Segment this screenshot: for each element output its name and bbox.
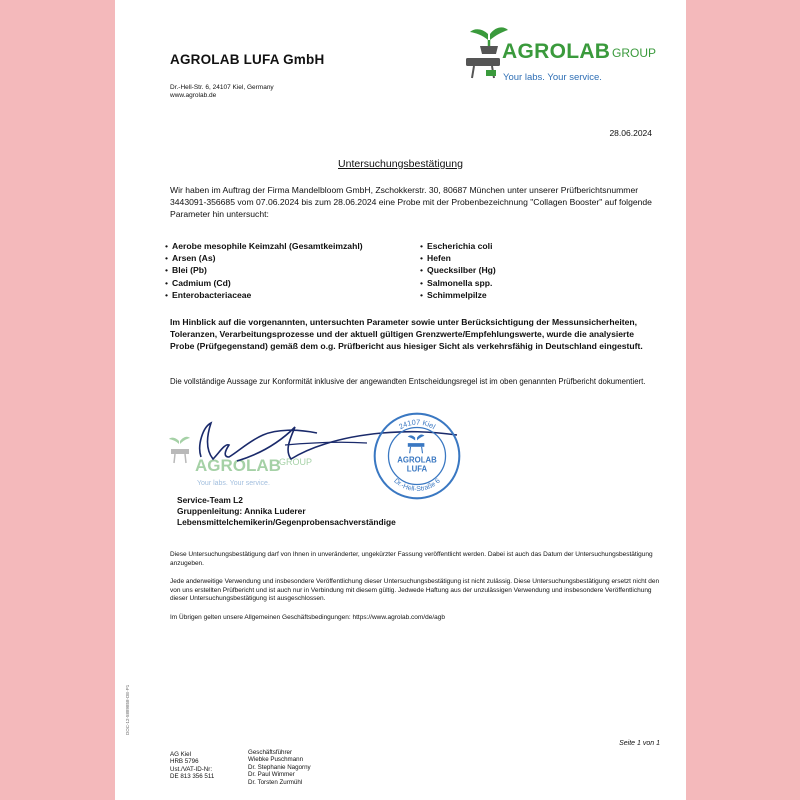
document-page [115, 0, 686, 800]
footer-line: Dr. Stephanie Nagorny [248, 763, 311, 771]
footer-line: Dr. Paul Wimmer [248, 771, 295, 779]
footer-line: Dr. Torsten Zurmühl [248, 778, 303, 786]
company-name: AGROLAB LUFA GmbH [170, 52, 325, 67]
address-line: Dr.-Hell-Str. 6, 24107 Kiel, Germany [170, 84, 274, 91]
team-name: Service-Team L2 [177, 495, 243, 505]
watermark-word: AGROLAB [195, 456, 281, 475]
footer-line: AG Kiel [170, 751, 191, 758]
parameter-item: • Salmonella spp. [420, 277, 496, 289]
logo-wordmark: AGROLAB [502, 40, 611, 63]
team-lead: Gruppenleitung: Annika Luderer [177, 505, 306, 516]
logo-group-label: GROUP [612, 46, 657, 60]
parameter-item: • Quecksilber (Hg) [420, 264, 496, 276]
watermark-group: GROUP [279, 457, 313, 467]
intro-paragraph: Wir haben im Auftrag der Firma Mandelbloom GmbH, Zschokkerstr. 30, 80687 München unter unserer Prüfberichtsnummer 3443091-356685 vom 07.06.2024 bis zum 28.06.2024 eine Probe mit der Probenbezeichnung "Collagen Booster" auf folgende Parameter hin untersucht: [170, 185, 652, 219]
stamp-logo-icon [408, 435, 425, 454]
publication-note: Diese Untersuchungsbestätigung darf von Ihnen in unveränderter, ungekürzter Fassung veröffentlicht werden. Dabei ist auch das Datum der Untersuchungsbestätigung anzugeben. [170, 551, 653, 567]
svg-text:Dr.-Hell-Straße 6 [392, 478, 442, 494]
parameter-list-right [420, 240, 496, 301]
page-number: Seite 1 von 1 [619, 740, 660, 747]
parameter-item: • Hefen [420, 252, 496, 264]
company-address [170, 84, 274, 100]
document-title: Untersuchungsbestätigung [338, 158, 463, 170]
logo-tagline: Your labs. Your service. [503, 72, 602, 83]
website-line: www.agrolab.de [170, 92, 217, 99]
svg-text:24107 Kiel [397, 418, 437, 432]
company-stamp [371, 410, 463, 502]
footer-line: Wiebke Puschmann [248, 756, 304, 764]
footer-line: Ust./VAT-ID-Nr: [170, 765, 213, 773]
stamp-bottom-text: Dr.-Hell-Straße 6 [392, 477, 442, 494]
parameter-item: • Arsen (As) [165, 252, 363, 264]
parameter-item: • Blei (Pb) [165, 264, 363, 276]
stamp-top-text: 24107 Kiel [397, 417, 438, 432]
team-role: Lebensmittelchemikerin/Gegenprobensachverständige [177, 516, 396, 527]
parameter-item: • Schimmelpilze [420, 289, 496, 301]
document-code: DOC-12-5889858-DE-P1 [125, 684, 130, 735]
parameter-item: • Escherichia coli [420, 240, 496, 252]
parameter-list-left [165, 240, 363, 301]
conformity-paragraph: Die vollständige Aussage zur Konformität inklusive der angewandten Entscheidungsregel ist im oben genannten Prüfbericht dokumentiert. [170, 377, 646, 386]
footer-managers [248, 749, 311, 786]
assessment-paragraph: Im Hinblick auf die vorgenannten, untersuchten Parameter sowie unter Berücksichtigung der Messunsicherheiten, Toleranzen, Verarbeitungsprozesse und der aktuell gültigen Grenzwerte/Empfehlungswerte, wurde die analysierte Probe (Prüfgegenstand) gemäß dem o.g. Prüfbericht aus hiesiger Sicht als verkehrsfähig in Deutschland eingestuft. [170, 317, 643, 352]
stamp-line-2: LUFA [406, 464, 428, 474]
footer-line: HRB 5796 [170, 758, 199, 766]
footer-line: Geschäftsführer [248, 749, 293, 756]
parameter-item: • Aerobe mesophile Keimzahl (Gesamtkeimzahl) [165, 240, 363, 252]
parameter-item: • Enterobacteriaceae [165, 289, 363, 301]
watermark-tagline: Your labs. Your service. [197, 480, 270, 487]
terms-note: Im Übrigen gelten unsere Allgemeinen Geschäftsbedingungen: https://www.agrolab.com/de/agb [170, 614, 445, 621]
footer-registration [170, 751, 214, 781]
footer-line: DE 813 356 511 [170, 773, 215, 781]
stamp-line-1: AGROLAB [397, 455, 437, 465]
signatory-block [177, 495, 396, 527]
usage-restriction-note: Jede anderweitige Verwendung und insbesondere Veröffentlichung dieser Untersuchungsbestätigung ist nicht zulässig. Diese Untersuchungsbestätigung ersetzt nicht den von uns erstellten Prüfbericht und ist auch nur in Verbindung mit diesem gültig. Jedwede Haftung aus der unzulässigen Verwendung und insbesondere Veröffentlichung dieser Untersuchungsbestätigung ist ausgeschlossen. [170, 578, 660, 602]
parameter-item: • Cadmium (Cd) [165, 277, 363, 289]
document-date: 28.06.2024 [609, 128, 652, 138]
